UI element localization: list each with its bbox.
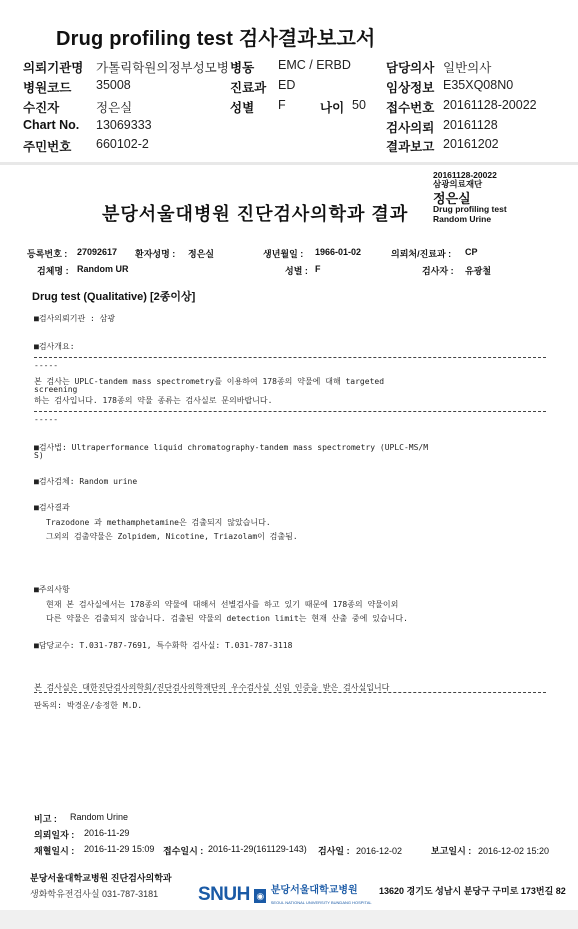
field-value: 2016-11-29(161129-143) [208,844,307,854]
organization-sub: 생화학유전검사실 031-787-3181 [30,889,159,899]
field-label: 검사자 : [422,266,454,276]
dashed-divider [34,357,546,358]
overview-heading: ■검사개요: [34,342,75,351]
header-label: 주민번호 [23,140,72,154]
logo-korean: 분당서울대학교병원 [270,885,358,897]
header-value: EMC / ERBD [278,58,351,72]
field-label: 접수일시 : [163,846,204,856]
field-value: F [315,264,321,274]
header-label: 결과보고 [386,140,435,154]
sheet-divider [0,162,578,165]
dashed-divider [34,411,546,412]
agency-line: ■검사의뢰기관 : 삼광 [34,314,116,323]
field-value: Random UR [77,264,129,274]
dash-tail: ----- [34,415,59,424]
header-label: 나이 [320,101,345,115]
dashed-divider [34,692,546,693]
field-label: 비고 : [34,814,57,824]
stamp-line: 삼광의료재단 [433,179,483,189]
field-label: 성별 : [285,266,308,276]
logo-mark-icon: ◉ [254,889,266,903]
field-value: 정은실 [188,249,215,259]
field-label: 채혈일시 : [34,846,75,856]
field-label: 생년월일 : [263,249,304,259]
header-value: 660102-2 [96,137,149,151]
header-label: 성별 [230,101,255,115]
page-title: Drug profiling test 검사결과보고서 [56,28,376,50]
header-value: 일반의사 [443,61,492,75]
test-name: Drug test (Qualitative) [2종이상] [32,291,196,303]
result-line: 그외의 검출약물은 Zolpidem, Nicotine, Triazolam이 검출됨. [46,532,298,541]
stamp-name: 정은실 [433,191,471,206]
contact-line: ■담당교수: T.031-787-7691, 특수화학 검사실: T.031-787-3118 [34,641,293,650]
header-label: 접수번호 [386,101,435,115]
header-value: 가톨릭학원의정부성모병 [96,61,229,75]
caution-heading: ■주의사항 [34,585,70,594]
specimen-line: ■검사검체: Random urine [34,477,138,486]
header-value: F [278,98,286,112]
header-label: 검사의뢰 [386,121,435,135]
judge-line: 판독의: 박경운/송정한 M.D. [34,701,143,710]
field-label: 보고일시 : [431,846,472,856]
header-label: 수진자 [23,101,60,115]
field-value: CP [465,247,478,257]
stamp-line: Random Urine [433,214,492,224]
header-label: 담당의사 [386,61,435,75]
header-label: 병동 [230,61,255,75]
hospital-address: 13620 경기도 성남시 분당구 구미로 173번길 82 [379,886,566,896]
dash-tail: ----- [34,361,59,370]
stamp-line: Drug profiling test [433,204,507,214]
header-value: 35008 [96,78,131,92]
field-value: 유광철 [465,266,492,276]
header-value: 20161128-20022 [443,98,537,112]
header-label: 임상정보 [386,81,435,95]
caution-line: 다른 약물은 검출되지 않습니다. 검출된 약물의 detection limit는 현재 산출 중에 있습니다. [46,614,408,623]
header-label: Chart No. [23,118,80,132]
field-label: 등록번호 : [27,249,68,259]
result-line: Trazodone 과 methamphetamine은 검출되지 않았습니다. [46,518,271,527]
header-value: 50 [352,98,366,112]
overview-line: 하는 검사입니다. 178종의 약물 종류는 검사실로 문의바랍니다. [34,396,273,405]
field-label: 검사일 : [318,846,350,856]
certification-line: 본 검사실은 대한진단검사의학회/진단검사의학재단의 우수검사실 신임 인증을 받은 검사실입니다 [34,683,390,692]
header-value: 20161128 [443,118,498,132]
report-title: 분당서울대병원 진단검사의학과 결과 [102,204,409,224]
header-value: 13069333 [96,118,152,132]
overview-line: 본 검사는 UPLC-tandem mass spectrometry를 이용하여 178종의 약물에 대해 targeted [34,377,385,386]
overview-line: screening [34,385,78,394]
field-value: 27092617 [77,247,118,257]
field-value: 2016-11-29 [84,828,130,838]
organization-name: 분당서울대학교병원 진단검사의학과 [30,873,172,883]
field-value: 2016-11-29 15:09 [84,844,155,854]
header-value: 정은실 [96,101,133,115]
method-line: ■검사법: Ultraperformance liquid chromatography-tandem mass spectrometry (UPLC-MS/M [34,443,429,452]
result-heading: ■검사결과 [34,503,70,512]
header-label: 의뢰기관명 [23,61,84,75]
field-label: 의뢰일자 : [34,830,75,840]
header-label: 진료과 [230,81,267,95]
field-value: Random Urine [70,812,129,822]
field-value: 2016-12-02 15:20 [478,846,550,856]
field-label: 검체명 : [37,266,69,276]
field-value: 2016-12-02 [356,846,403,856]
header-label: 병원코드 [23,81,72,95]
stamp-line: 20161128-20022 [433,170,497,180]
field-label: 환자성명 : [135,249,176,259]
header-value: 20161202 [443,137,499,151]
field-value: 1966-01-02 [315,247,362,257]
logo-text: SNUH [198,884,250,905]
header-value: E35XQ08N0 [443,78,514,92]
header-value: ED [278,78,296,92]
field-label: 의뢰처/진료과 : [391,249,452,259]
hospital-logo [198,884,372,907]
bottom-strip [0,910,578,929]
logo-english: SEOUL NATIONAL UNIVERSITY BUNDANG HOSPITAL [270,900,372,906]
method-line: S) [34,451,44,460]
caution-line: 현재 본 검사실에서는 178종의 약물에 대해서 선별검사를 하고 있기 때문에 178종의 약물이외 [46,600,399,609]
